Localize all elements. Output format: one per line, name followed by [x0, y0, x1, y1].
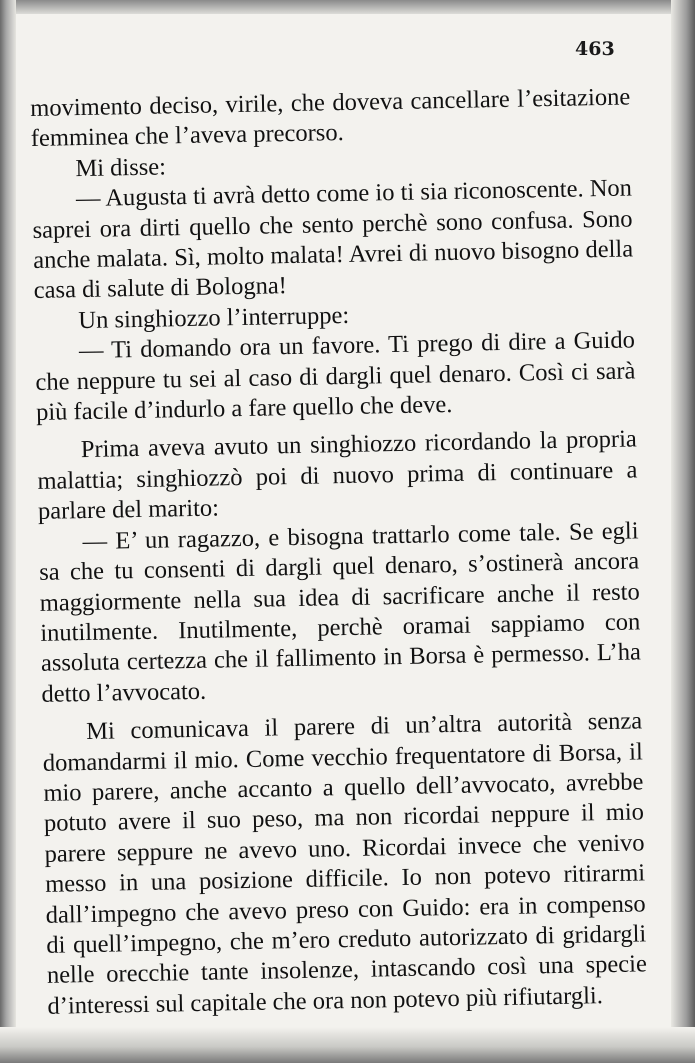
- page-edge-top: [0, 0, 695, 14]
- paragraph-dialogue-augusta: — Augusta ti avrà detto come io ti sia riconoscente. Non saprei ora dirti quello che sento perchè sono confusa. Sono anche malata. Sì, molto malata! Avrei di nuovo bisogno della casa di salute di Bologna!: [32, 174, 634, 305]
- paragraph-prima-aveva: Prima aveva avuto un singhiozzo ricordando la propria malattia; singhiozzò poi di nuovo prima di continuare a parlare del marito:: [37, 425, 638, 526]
- paragraph-dialogue-favore: — Ti domando ora un favore. Ti prego di dire a Guido che neppure tu sei al caso di dargli quel denaro. Così ci sarà più facile d’indurlo a fare quello che deve.: [35, 326, 636, 427]
- paragraph-mi-disse: Mi disse:: [75, 153, 167, 182]
- paragraph-singhiozzo: Un singhiozzo l’interruppe:: [78, 301, 350, 334]
- paragraph-mi-comunicava: Mi comunicava il parere di un’altra autorità senza domandarmi il mio. Come vecchio frequentatore di Borsa, il mio parere, anche accanto a quello dell’avvocato, avrebbe potuto avere il suo peso, ma non ricordai neppure il mio parere seppure ne avevo uno. Ricordai invece che venivo messo in una posizione difficile. Io non potevo ritirarmi dall’impegno che avevo preso con Guido: era in compenso di quell’impegno, che m’ero creduto autorizzato di gridargli nelle orecchie tante insolenze, intascando così una specie d’interessi sul capitale che ora non potevo più rifiutargli.: [42, 707, 648, 1020]
- body-text: [30, 82, 648, 1022]
- page-edge-bottom: [0, 1027, 695, 1063]
- page-number: 463: [575, 38, 615, 60]
- page-edge-right: [671, 0, 695, 1063]
- paragraph-dialogue-ragazzo: — E’ un ragazzo, e bisogna trattarlo come tale. Se egli sa che tu consenti di dargli quel denaro, s’ostinerà ancora maggiormente nella sua idea di sacrificare anche il resto inutilmente. Inutilmente, perchè oramai sappiamo con assoluta certezza che il fallimento in Borsa è permesso. L’ha detto l’avvocato.: [38, 517, 642, 708]
- page-edge-left: [0, 0, 16, 1063]
- paragraph-continuation: movimento deciso, virile, che doveva cancellare l’esitazione femminea che l’aveva precorso.: [30, 83, 631, 153]
